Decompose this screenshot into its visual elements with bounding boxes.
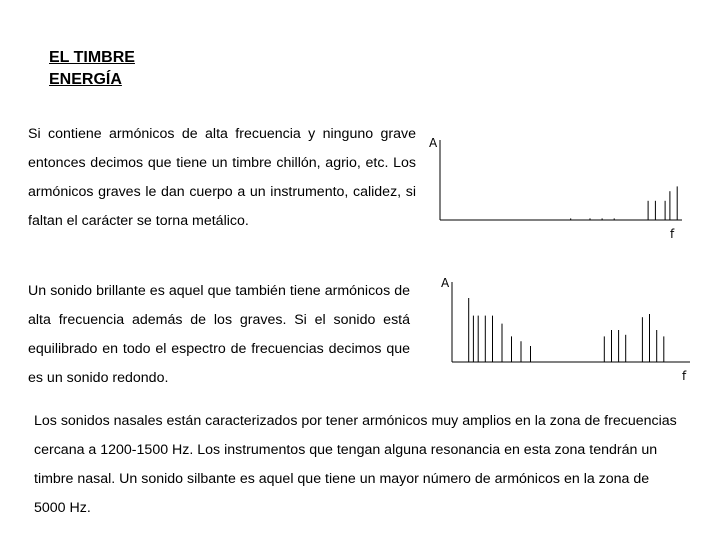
x-axis-label: f [670,227,675,241]
y-axis-label: A [441,276,450,290]
paragraph-bright-sound: Un sonido brillante es aquel que también tiene armónicos de alta frecuencia además de los graves. Si el sonido está equilibrado en todo el espectro de frecuencias decimos que es un sonido redondo. [28,283,410,386]
harmonic-bars [469,298,664,362]
x-axis-label: f [682,369,687,383]
spectrum-svg [426,132,694,242]
harmonic-bars [571,186,678,220]
spectrum-svg [438,272,700,388]
y-axis-label: A [429,136,438,150]
title-heading: EL TIMBRE [49,49,135,66]
subtitle-heading: ENERGÍA [49,71,122,88]
spectrum-chart-bright [438,272,700,388]
spectrum-chart-shrill [426,132,694,242]
paragraph-shrill-timbre: Si contiene armónicos de alta frecuencia y ninguno grave entonces decimos que tiene un timbre chillón, agrio, etc. Los armónicos graves le dan cuerpo a un instrumento, calidez, si faltan el carácter se torna metálico. [28,126,416,229]
paragraph-nasal-whistling: Los sonidos nasales están caracterizados por tener armónicos muy amplios en la zona de frecuencias cercana a 1200-1500 Hz. Los instrumentos que tengan alguna resonancia en esta zona tendrán un timbre nasal. Un sonido silbante es aquel que tiene un mayor número de armónicos en la zona de 5000 Hz. [34,413,677,516]
